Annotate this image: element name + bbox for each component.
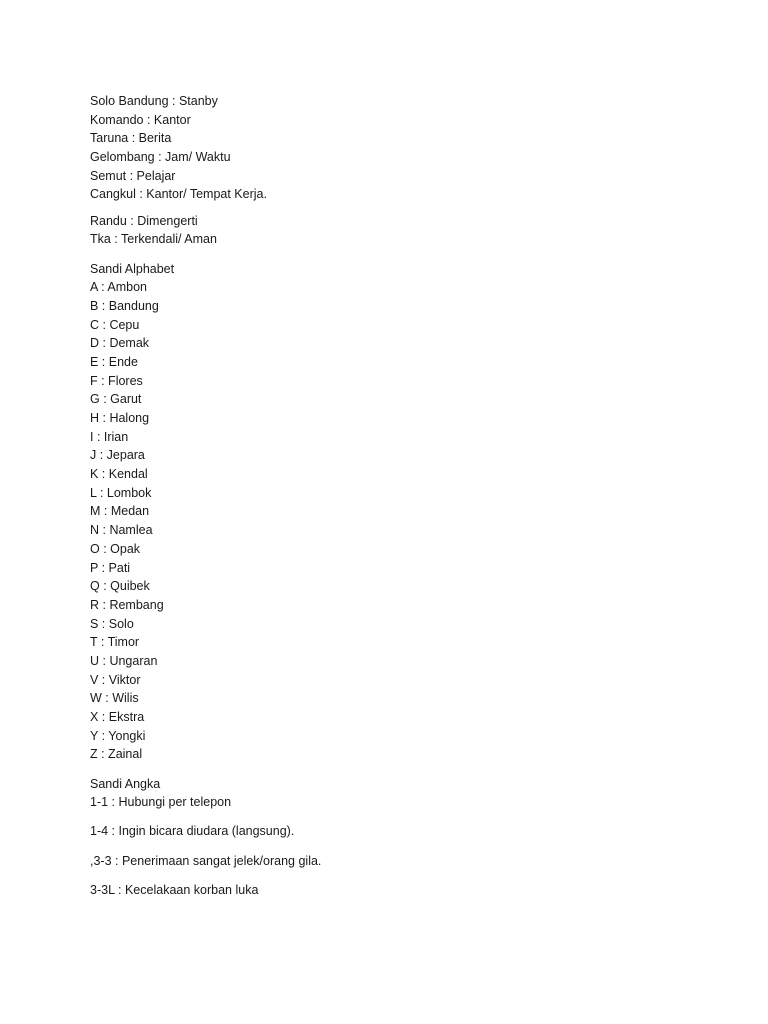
- alphabet-item: A : Ambon: [90, 280, 147, 295]
- alphabet-item: U : Ungaran: [90, 653, 158, 668]
- alphabet-item: Y : Yongki: [90, 728, 146, 743]
- alphabet-item: R : Rembang: [90, 597, 164, 612]
- alphabet-section: [90, 260, 730, 765]
- code-line: Gelombang : Jam/ Waktu: [90, 150, 231, 165]
- numbers-heading: Sandi Angka: [90, 776, 161, 791]
- alphabet-item: V : Viktor: [90, 672, 141, 687]
- alphabet-item: J : Jepara: [90, 448, 145, 463]
- codes-group-1: [90, 92, 730, 204]
- numbers-section: [90, 775, 730, 900]
- alphabet-item: B : Bandung: [90, 298, 159, 313]
- alphabet-item: M : Medan: [90, 504, 150, 519]
- alphabet-item: S : Solo: [90, 616, 134, 631]
- alphabet-item: E : Ende: [90, 354, 138, 369]
- code-line: Tka : Terkendali/ Aman: [90, 232, 217, 247]
- alphabet-item: C : Cepu: [90, 317, 140, 332]
- code-line: Taruna : Berita: [90, 131, 172, 146]
- alphabet-item: L : Lombok: [90, 485, 152, 500]
- number-item: 3-3L : Kecelakaan korban luka: [90, 882, 259, 897]
- alphabet-item: H : Halong: [90, 411, 150, 425]
- codes-group-2: [90, 212, 730, 249]
- alphabet-item: O : Opak: [90, 541, 141, 556]
- number-item: 1-1 : Hubungi per telepon: [90, 795, 232, 810]
- alphabet-item: F : Flores: [90, 373, 143, 388]
- code-line: Komando : Kantor: [90, 112, 191, 127]
- alphabet-item: P : Pati: [90, 560, 131, 575]
- code-line: Solo Bandung : Stanby: [90, 94, 218, 108]
- alphabet-item: N : Namlea: [90, 523, 153, 538]
- code-line: Semut : Pelajar: [90, 168, 176, 183]
- alphabet-heading: Sandi Alphabet: [90, 261, 175, 276]
- alphabet-item: D : Demak: [90, 336, 150, 351]
- alphabet-item: W : Wilis: [90, 691, 139, 706]
- alphabet-item: G : Garut: [90, 392, 142, 407]
- alphabet-item: X : Ekstra: [90, 710, 145, 724]
- document-page: [90, 92, 730, 900]
- alphabet-item: K : Kendal: [90, 467, 148, 482]
- number-item: 1-4 : Ingin bicara diudara (langsung).: [90, 824, 295, 839]
- code-line: Cangkul : Kantor/ Tempat Kerja.: [90, 187, 267, 202]
- alphabet-item: Q : Quibek: [90, 579, 150, 594]
- number-item: ,3-3 : Penerimaan sangat jelek/orang gila.: [90, 853, 322, 868]
- code-line: Randu : Dimengerti: [90, 213, 198, 228]
- alphabet-item: I : Irian: [90, 429, 129, 444]
- alphabet-item: T : Timor: [90, 635, 140, 650]
- alphabet-item: Z : Zainal: [90, 747, 143, 762]
